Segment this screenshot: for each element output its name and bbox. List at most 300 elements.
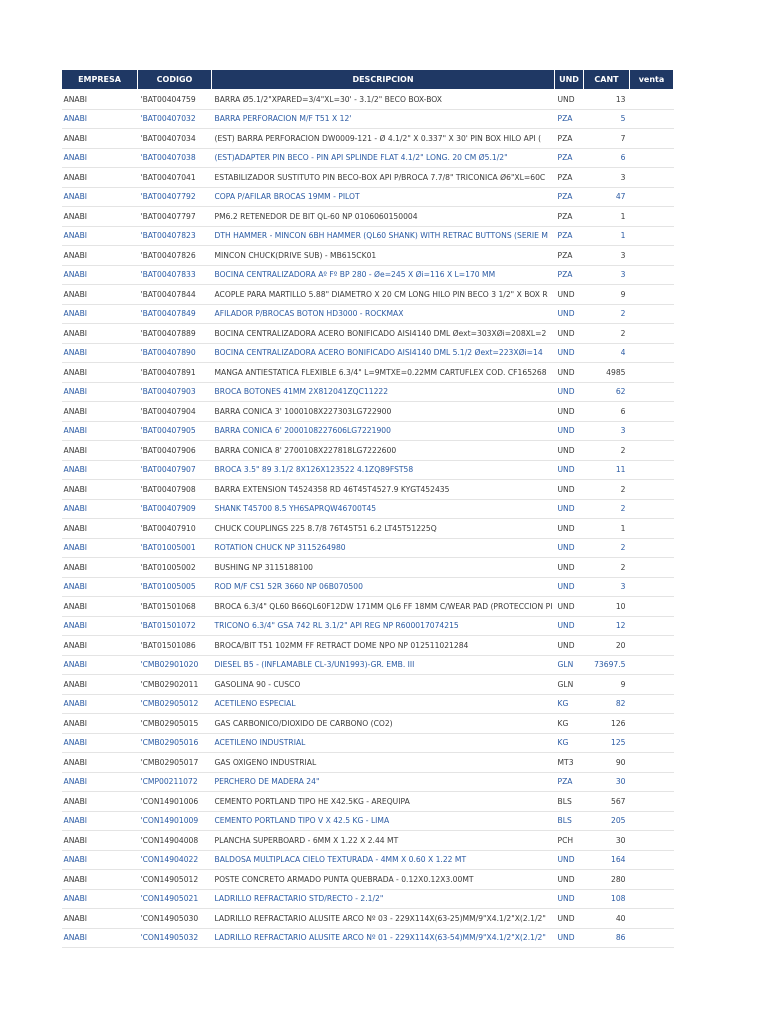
cell-cant: 30 (584, 772, 630, 792)
cell-cant: 2 (584, 324, 630, 344)
cell-venta (630, 187, 674, 207)
cell-cant: 2 (584, 304, 630, 324)
cell-descripcion: MINCON CHUCK(DRIVE SUB) - MB615CK01 (212, 246, 555, 266)
cell-und: PZA (555, 109, 584, 129)
table-row[interactable] (62, 382, 674, 402)
cell-venta (630, 714, 674, 734)
cell-empresa: ANABI (62, 733, 138, 753)
cell-empresa: ANABI (62, 655, 138, 675)
cell-venta (630, 402, 674, 422)
table-row[interactable] (62, 109, 674, 129)
cell-codigo: 'BAT00407907 (138, 460, 212, 480)
cell-codigo: 'CON14901009 (138, 811, 212, 831)
cell-descripcion: (EST) BARRA PERFORACION DW0009-121 - Ø 4.1/2" X 0.337" X 30' PIN BOX HILO API ( (212, 129, 555, 149)
cell-empresa: ANABI (62, 187, 138, 207)
cell-descripcion: TRICONO 6.3/4" GSA 742 RL 3.1/2" API REG NP R600017074215 (212, 616, 555, 636)
cell-venta (630, 421, 674, 441)
cell-descripcion: BROCA BOTONES 41MM 2X812041ZQC11222 (212, 382, 555, 402)
cell-und: UND (555, 538, 584, 558)
cell-und: PZA (555, 129, 584, 149)
cell-empresa: ANABI (62, 148, 138, 168)
cell-und: UND (555, 343, 584, 363)
cell-und: KG (555, 714, 584, 734)
inventory-sheet (61, 69, 673, 948)
cell-codigo: 'BAT00407797 (138, 207, 212, 227)
cell-cant: 2 (584, 441, 630, 461)
table-row[interactable] (62, 343, 674, 363)
cell-empresa: ANABI (62, 304, 138, 324)
cell-empresa: ANABI (62, 90, 138, 110)
cell-venta (630, 90, 674, 110)
cell-codigo: 'BAT00407833 (138, 265, 212, 285)
table-row[interactable] (62, 616, 674, 636)
cell-cant: 108 (584, 889, 630, 909)
cell-und: UND (555, 850, 584, 870)
cell-codigo: 'BAT00407891 (138, 363, 212, 383)
cell-empresa: ANABI (62, 168, 138, 188)
cell-empresa: ANABI (62, 343, 138, 363)
cell-venta (630, 870, 674, 890)
table-row[interactable] (62, 597, 674, 617)
cell-und: PCH (555, 831, 584, 851)
cell-cant: 125 (584, 733, 630, 753)
cell-descripcion: PERCHERO DE MADERA 24" (212, 772, 555, 792)
cell-und: UND (555, 324, 584, 344)
cell-empresa: ANABI (62, 207, 138, 227)
cell-codigo: 'BAT00407792 (138, 187, 212, 207)
table-row[interactable] (62, 90, 674, 110)
table-row[interactable] (62, 558, 674, 578)
cell-cant: 3 (584, 265, 630, 285)
cell-empresa: ANABI (62, 324, 138, 344)
cell-codigo: 'BAT00407890 (138, 343, 212, 363)
table-row[interactable] (62, 129, 674, 149)
cell-cant: 2 (584, 499, 630, 519)
cell-descripcion: DTH HAMMER - MINCON 6BH HAMMER (QL60 SHANK) WITH RETRAC BUTTONS (SERIE M (212, 226, 555, 246)
cell-und: BLS (555, 811, 584, 831)
cell-empresa: ANABI (62, 363, 138, 383)
cell-descripcion: CHUCK COUPLINGS 225 8.7/8 76T45T51 6.2 LT45T51225Q (212, 519, 555, 539)
table-row[interactable] (62, 792, 674, 812)
cell-codigo: 'BAT00404759 (138, 90, 212, 110)
cell-descripcion: BOCINA CENTRALIZADORA ACERO BONIFICADO AISI4140 DML 5.1/2 Øext=223XØi=14 (212, 343, 555, 363)
cell-descripcion: BUSHING NP 3115188100 (212, 558, 555, 578)
cell-descripcion: AFILADOR P/BROCAS BOTON HD3000 - ROCKMAX (212, 304, 555, 324)
cell-venta (630, 655, 674, 675)
cell-codigo: 'BAT01501068 (138, 597, 212, 617)
table-row[interactable] (62, 148, 674, 168)
table-row[interactable] (62, 636, 674, 656)
cell-descripcion: PM6.2 RETENEDOR DE BIT QL-60 NP 0106060150004 (212, 207, 555, 227)
cell-venta (630, 558, 674, 578)
cell-und: GLN (555, 675, 584, 695)
cell-venta (630, 928, 674, 948)
cell-empresa: ANABI (62, 753, 138, 773)
table-row[interactable] (62, 304, 674, 324)
cell-codigo: 'BAT00407038 (138, 148, 212, 168)
cell-codigo: 'CMB02901020 (138, 655, 212, 675)
table-row[interactable] (62, 324, 674, 344)
cell-codigo: 'BAT00407906 (138, 441, 212, 461)
cell-und: UND (555, 597, 584, 617)
cell-descripcion: BARRA PERFORACION M/F T51 X 12' (212, 109, 555, 129)
cell-descripcion: COPA P/AFILAR BROCAS 19MM - PILOT (212, 187, 555, 207)
cell-descripcion: SHANK T45700 8.5 YH6SAPRQW46700T45 (212, 499, 555, 519)
table-row[interactable] (62, 909, 674, 929)
cell-venta (630, 265, 674, 285)
cell-venta (630, 811, 674, 831)
cell-und: UND (555, 909, 584, 929)
table-row[interactable] (62, 421, 674, 441)
cell-cant: 4 (584, 343, 630, 363)
cell-codigo: 'BAT00407032 (138, 109, 212, 129)
cell-empresa: ANABI (62, 265, 138, 285)
cell-venta (630, 577, 674, 597)
cell-empresa: ANABI (62, 577, 138, 597)
cell-descripcion: BROCA/BIT T51 102MM FF RETRACT DOME NPO NP 012511021284 (212, 636, 555, 656)
table-row[interactable] (62, 285, 674, 305)
cell-und: PZA (555, 148, 584, 168)
cell-descripcion: ROTATION CHUCK NP 3115264980 (212, 538, 555, 558)
cell-empresa: ANABI (62, 382, 138, 402)
cell-descripcion: (EST)ADAPTER PIN BECO - PIN API SPLINDE FLAT 4.1/2" LONG. 20 CM Ø5.1/2" (212, 148, 555, 168)
table-row[interactable] (62, 168, 674, 188)
cell-empresa: ANABI (62, 519, 138, 539)
cell-empresa: ANABI (62, 538, 138, 558)
cell-cant: 3 (584, 168, 630, 188)
cell-cant: 9 (584, 285, 630, 305)
cell-cant: 7 (584, 129, 630, 149)
cell-empresa: ANABI (62, 831, 138, 851)
cell-venta (630, 168, 674, 188)
cell-und: PZA (555, 265, 584, 285)
cell-empresa: ANABI (62, 772, 138, 792)
table-row[interactable] (62, 811, 674, 831)
cell-venta (630, 519, 674, 539)
cell-cant: 2 (584, 480, 630, 500)
table-row[interactable] (62, 675, 674, 695)
cell-descripcion: BROCA 3.5" 89 3.1/2 8X126X123522 4.1ZQ89FST58 (212, 460, 555, 480)
cell-venta (630, 246, 674, 266)
cell-descripcion: BOCINA CENTRALIZADORA ACERO BONIFICADO AISI4140 DML Øext=303XØi=208XL=2 (212, 324, 555, 344)
cell-codigo: 'CON14904008 (138, 831, 212, 851)
header-cant[interactable]: CANT (584, 70, 630, 90)
cell-cant: 3 (584, 421, 630, 441)
cell-cant: 86 (584, 928, 630, 948)
cell-empresa: ANABI (62, 480, 138, 500)
cell-descripcion: ACOPLE PARA MARTILLO 5.88" DIAMETRO X 20 CM LONG HILO PIN BECO 3 1/2" X BOX R (212, 285, 555, 305)
cell-cant: 2 (584, 558, 630, 578)
table-row[interactable] (62, 207, 674, 227)
cell-descripcion: ACETILENO ESPECIAL (212, 694, 555, 714)
cell-und: UND (555, 928, 584, 948)
cell-und: UND (555, 90, 584, 110)
cell-venta (630, 148, 674, 168)
table-row[interactable] (62, 831, 674, 851)
table-body (62, 90, 674, 948)
cell-venta (630, 207, 674, 227)
cell-cant: 1 (584, 519, 630, 539)
cell-cant: 20 (584, 636, 630, 656)
cell-empresa: ANABI (62, 850, 138, 870)
table-header-row (62, 70, 674, 90)
header-descripcion[interactable]: DESCRIPCION (212, 70, 555, 90)
cell-codigo: 'BAT01005001 (138, 538, 212, 558)
table-row[interactable] (62, 870, 674, 890)
cell-descripcion: PLANCHA SUPERBOARD - 6MM X 1.22 X 2.44 MT (212, 831, 555, 851)
table-row[interactable] (62, 499, 674, 519)
cell-cant: 164 (584, 850, 630, 870)
cell-und: UND (555, 402, 584, 422)
cell-codigo: 'CON14905032 (138, 928, 212, 948)
cell-empresa: ANABI (62, 246, 138, 266)
cell-venta (630, 694, 674, 714)
cell-descripcion: MANGA ANTIESTATICA FLEXIBLE 6.3/4" L=9MTXE=0.22MM CARTUFLEX COD. CF165268 (212, 363, 555, 383)
cell-codigo: 'CON14904022 (138, 850, 212, 870)
cell-und: UND (555, 421, 584, 441)
cell-venta (630, 675, 674, 695)
cell-und: PZA (555, 168, 584, 188)
cell-descripcion: BARRA CONICA 8' 2700108X227818LG7222600 (212, 441, 555, 461)
cell-codigo: 'BAT00407826 (138, 246, 212, 266)
cell-venta (630, 831, 674, 851)
cell-cant: 13 (584, 90, 630, 110)
cell-und: UND (555, 519, 584, 539)
cell-codigo: 'CMP00211072 (138, 772, 212, 792)
cell-codigo: 'CON14905021 (138, 889, 212, 909)
cell-descripcion: BARRA CONICA 6' 2000108227606LG7221900 (212, 421, 555, 441)
table-row[interactable] (62, 772, 674, 792)
cell-empresa: ANABI (62, 636, 138, 656)
cell-cant: 280 (584, 870, 630, 890)
cell-cant: 12 (584, 616, 630, 636)
cell-cant: 4985 (584, 363, 630, 383)
cell-descripcion: BALDOSA MULTIPLACA CIELO TEXTURADA - 4MM X 0.60 X 1.22 MT (212, 850, 555, 870)
cell-descripcion: POSTE CONCRETO ARMADO PUNTA QUEBRADA - 0.12X0.12X3.00MT (212, 870, 555, 890)
cell-empresa: ANABI (62, 909, 138, 929)
cell-empresa: ANABI (62, 870, 138, 890)
cell-descripcion: BOCINA CENTRALIZADORA Aº Fº BP 280 - Øe=245 X Øi=116 X L=170 MM (212, 265, 555, 285)
cell-codigo: 'BAT00407823 (138, 226, 212, 246)
cell-empresa: ANABI (62, 226, 138, 246)
table-row[interactable] (62, 850, 674, 870)
header-codigo[interactable]: CODIGO (138, 70, 212, 90)
cell-und: BLS (555, 792, 584, 812)
cell-codigo: 'BAT00407904 (138, 402, 212, 422)
cell-codigo: 'BAT01501086 (138, 636, 212, 656)
cell-venta (630, 129, 674, 149)
cell-codigo: 'CMB02905016 (138, 733, 212, 753)
cell-descripcion: BARRA Ø5.1/2"XPARED=3/4"XL=30' - 3.1/2" BECO BOX-BOX (212, 90, 555, 110)
table-row[interactable] (62, 928, 674, 948)
cell-empresa: ANABI (62, 285, 138, 305)
cell-cant: 11 (584, 460, 630, 480)
cell-und: PZA (555, 207, 584, 227)
cell-cant: 9 (584, 675, 630, 695)
cell-venta (630, 753, 674, 773)
table-row[interactable] (62, 538, 674, 558)
header-und[interactable]: UND (555, 70, 584, 90)
cell-empresa: ANABI (62, 499, 138, 519)
cell-codigo: 'BAT00407034 (138, 129, 212, 149)
cell-venta (630, 226, 674, 246)
cell-venta (630, 109, 674, 129)
cell-venta (630, 499, 674, 519)
cell-und: UND (555, 558, 584, 578)
cell-descripcion: GAS CARBONICO/DIOXIDO DE CARBONO (CO2) (212, 714, 555, 734)
cell-cant: 6 (584, 402, 630, 422)
cell-descripcion: LADRILLO REFRACTARIO ALUSITE ARCO Nº 01 - 229X114X(63-54)MM/9"X4.1/2"X(2.1/2" (212, 928, 555, 948)
cell-empresa: ANABI (62, 616, 138, 636)
cell-und: MT3 (555, 753, 584, 773)
cell-cant: 10 (584, 597, 630, 617)
cell-codigo: 'BAT00407903 (138, 382, 212, 402)
table-row[interactable] (62, 265, 674, 285)
cell-und: UND (555, 636, 584, 656)
cell-descripcion: DIESEL B5 - (INFLAMABLE CL-3/UN1993)-GR. EMB. III (212, 655, 555, 675)
cell-codigo: 'CMB02905015 (138, 714, 212, 734)
cell-empresa: ANABI (62, 109, 138, 129)
table-row[interactable] (62, 480, 674, 500)
cell-cant: 30 (584, 831, 630, 851)
cell-codigo: 'BAT00407844 (138, 285, 212, 305)
cell-und: UND (555, 616, 584, 636)
cell-venta (630, 597, 674, 617)
header-venta[interactable]: venta (630, 70, 674, 90)
cell-und: KG (555, 733, 584, 753)
cell-venta (630, 792, 674, 812)
cell-cant: 47 (584, 187, 630, 207)
cell-codigo: 'BAT01005005 (138, 577, 212, 597)
cell-venta (630, 363, 674, 383)
cell-codigo: 'BAT01501072 (138, 616, 212, 636)
table-row[interactable] (62, 655, 674, 675)
cell-cant: 62 (584, 382, 630, 402)
cell-empresa: ANABI (62, 402, 138, 422)
cell-venta (630, 304, 674, 324)
cell-und: KG (555, 694, 584, 714)
cell-descripcion: ACETILENO INDUSTRIAL (212, 733, 555, 753)
cell-und: PZA (555, 226, 584, 246)
cell-und: UND (555, 304, 584, 324)
cell-cant: 90 (584, 753, 630, 773)
cell-codigo: 'BAT00407908 (138, 480, 212, 500)
cell-venta (630, 441, 674, 461)
cell-codigo: 'BAT00407910 (138, 519, 212, 539)
cell-venta (630, 538, 674, 558)
table-row[interactable] (62, 460, 674, 480)
cell-codigo: 'CON14905012 (138, 870, 212, 890)
cell-descripcion: BROCA 6.3/4" QL60 B66QL60F12DW 171MM QL6 FF 18MM C/WEAR PAD (PROTECCION PI (212, 597, 555, 617)
cell-empresa: ANABI (62, 928, 138, 948)
table-row[interactable] (62, 441, 674, 461)
cell-descripcion: ESTABILIZADOR SUSTITUTO PIN BECO-BOX API P/BROCA 7.7/8" TRICONICA Ø6"XL=60C (212, 168, 555, 188)
cell-und: PZA (555, 246, 584, 266)
cell-descripcion: CEMENTO PORTLAND TIPO HE X42.5KG - AREQUIPA (212, 792, 555, 812)
cell-empresa: ANABI (62, 129, 138, 149)
cell-cant: 1 (584, 226, 630, 246)
cell-cant: 6 (584, 148, 630, 168)
cell-cant: 3 (584, 577, 630, 597)
cell-empresa: ANABI (62, 441, 138, 461)
cell-und: UND (555, 363, 584, 383)
cell-empresa: ANABI (62, 714, 138, 734)
cell-codigo: 'CON14905030 (138, 909, 212, 929)
cell-venta (630, 733, 674, 753)
table-row[interactable] (62, 226, 674, 246)
cell-und: UND (555, 285, 584, 305)
cell-venta (630, 616, 674, 636)
table-row[interactable] (62, 577, 674, 597)
table-row[interactable] (62, 519, 674, 539)
cell-descripcion: LADRILLO REFRACTARIO ALUSITE ARCO Nº 03 - 229X114X(63-25)MM/9"X4.1/2"X(2.1/2" (212, 909, 555, 929)
cell-codigo: 'BAT00407041 (138, 168, 212, 188)
cell-descripcion: GASOLINA 90 - CUSCO (212, 675, 555, 695)
table-row[interactable] (62, 714, 674, 734)
cell-codigo: 'BAT01005002 (138, 558, 212, 578)
cell-cant: 126 (584, 714, 630, 734)
cell-codigo: 'BAT00407909 (138, 499, 212, 519)
cell-venta (630, 636, 674, 656)
cell-venta (630, 460, 674, 480)
cell-codigo: 'CMB02905017 (138, 753, 212, 773)
cell-empresa: ANABI (62, 889, 138, 909)
cell-und: UND (555, 441, 584, 461)
cell-und: UND (555, 480, 584, 500)
table-row[interactable] (62, 753, 674, 773)
cell-und: UND (555, 460, 584, 480)
cell-cant: 2 (584, 538, 630, 558)
header-empresa[interactable]: EMPRESA (62, 70, 138, 90)
cell-venta (630, 889, 674, 909)
cell-und: UND (555, 382, 584, 402)
cell-und: PZA (555, 187, 584, 207)
table-row[interactable] (62, 363, 674, 383)
cell-venta (630, 850, 674, 870)
cell-cant: 567 (584, 792, 630, 812)
cell-venta (630, 772, 674, 792)
cell-und: GLN (555, 655, 584, 675)
cell-venta (630, 382, 674, 402)
inventory-table (61, 69, 674, 948)
table-row[interactable] (62, 889, 674, 909)
table-row[interactable] (62, 402, 674, 422)
cell-und: PZA (555, 772, 584, 792)
cell-venta (630, 324, 674, 344)
cell-empresa: ANABI (62, 811, 138, 831)
table-row[interactable] (62, 246, 674, 266)
cell-codigo: 'BAT00407849 (138, 304, 212, 324)
cell-cant: 82 (584, 694, 630, 714)
cell-empresa: ANABI (62, 792, 138, 812)
cell-codigo: 'CMB02902011 (138, 675, 212, 695)
cell-codigo: 'BAT00407905 (138, 421, 212, 441)
cell-codigo: 'CON14901006 (138, 792, 212, 812)
cell-codigo: 'CMB02905012 (138, 694, 212, 714)
cell-empresa: ANABI (62, 460, 138, 480)
table-row[interactable] (62, 187, 674, 207)
table-row[interactable] (62, 733, 674, 753)
cell-venta (630, 343, 674, 363)
cell-venta (630, 285, 674, 305)
cell-descripcion: ROD M/F CS1 52R 3660 NP 06B070500 (212, 577, 555, 597)
cell-cant: 1 (584, 207, 630, 227)
cell-empresa: ANABI (62, 597, 138, 617)
cell-und: UND (555, 577, 584, 597)
cell-descripcion: BARRA EXTENSION T4524358 RD 46T45T4527.9 KYGT452435 (212, 480, 555, 500)
cell-empresa: ANABI (62, 675, 138, 695)
table-row[interactable] (62, 694, 674, 714)
